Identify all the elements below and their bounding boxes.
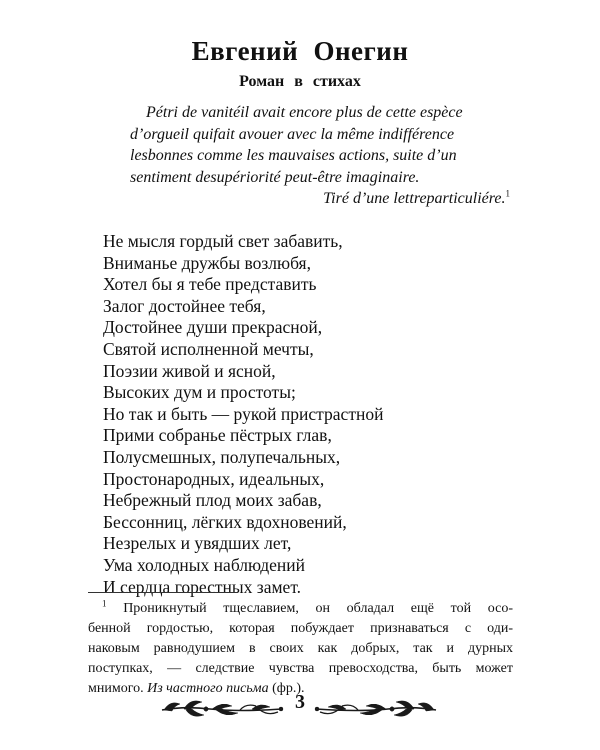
footnote-source: Из частного письма xyxy=(147,681,269,696)
footnote-line-text: Проникнутый тщеславием, он обладал ещё той осо- xyxy=(123,601,513,616)
footnote-divider xyxy=(88,592,238,593)
footnote xyxy=(88,599,513,699)
footnote-language-note: (фр.). xyxy=(272,681,305,696)
footnote-line: наковым равнодушием в своих как добрых, так и дурных xyxy=(88,641,513,656)
verse-line: Поэзии живой и ясной, xyxy=(103,360,276,381)
verse-line: Но так и быть — рукой пристрастной xyxy=(103,403,384,424)
footnote-mark: 1 xyxy=(102,598,107,609)
verse-line: Святой исполненной мечты, xyxy=(103,338,314,359)
verse-line: Достойнее души прекрасной, xyxy=(103,317,323,338)
verse-line: Не мысля гордый свет забавить, xyxy=(103,231,343,251)
right-ornament-icon xyxy=(313,692,438,722)
verse-line: Залог достойнее тебя, xyxy=(103,295,266,316)
page-number: 3 xyxy=(295,691,305,713)
verse-line: Незрелых и увядших лет, xyxy=(103,533,292,554)
epigraph-line: lesbonnes comme les mauvaises actions, suite d’un xyxy=(130,147,457,164)
verse-line: Прими собранье пёстрых глав, xyxy=(103,425,332,446)
verse-line: Полусмешных, полупечальных, xyxy=(103,446,341,467)
page-subtitle: Роман в стихах xyxy=(239,73,361,90)
verse-line: И сердца горестных замет. xyxy=(103,576,302,597)
verse-line: Небрежный плод моих забав, xyxy=(103,490,322,511)
footnote-line xyxy=(88,599,513,619)
verse-line: Простонародных, идеальных, xyxy=(103,468,325,489)
verse-line: Бессонниц, лёгких вдохновений, xyxy=(103,511,347,532)
epigraph-line: sentiment desupériorité peut-être imaginaire. xyxy=(130,168,420,186)
verse-line: Ума холодных наблюдений xyxy=(103,554,305,575)
footnote-line: поступках, — следствие чувства превосходства, быть может xyxy=(88,661,513,676)
verse xyxy=(103,231,383,598)
verse-line: Высоких дум и простоты; xyxy=(103,382,296,403)
epigraph-source xyxy=(130,188,510,210)
footnote-text: мнимого. xyxy=(88,681,144,696)
left-ornament-icon xyxy=(160,692,285,722)
epigraph xyxy=(130,102,510,210)
epigraph-source-text: Tiré d’une lettreparticuliére. xyxy=(323,190,506,207)
verse-line: Вниманье дружбы возлюбя, xyxy=(103,252,311,273)
verse-line: Хотел бы я тебе представить xyxy=(103,274,317,295)
epigraph-line: Pétri de vanitéil avait encore plus de cette espèce xyxy=(146,104,463,121)
epigraph-line: d’orgueil quifait avouer avec la même indifférence xyxy=(130,125,455,143)
footnote-reference-mark: 1 xyxy=(505,188,510,199)
page-title: Евгений Онегин xyxy=(191,36,409,66)
footnote-line: бенной гордостью, которая побуждает признаваться с оди- xyxy=(88,621,513,636)
